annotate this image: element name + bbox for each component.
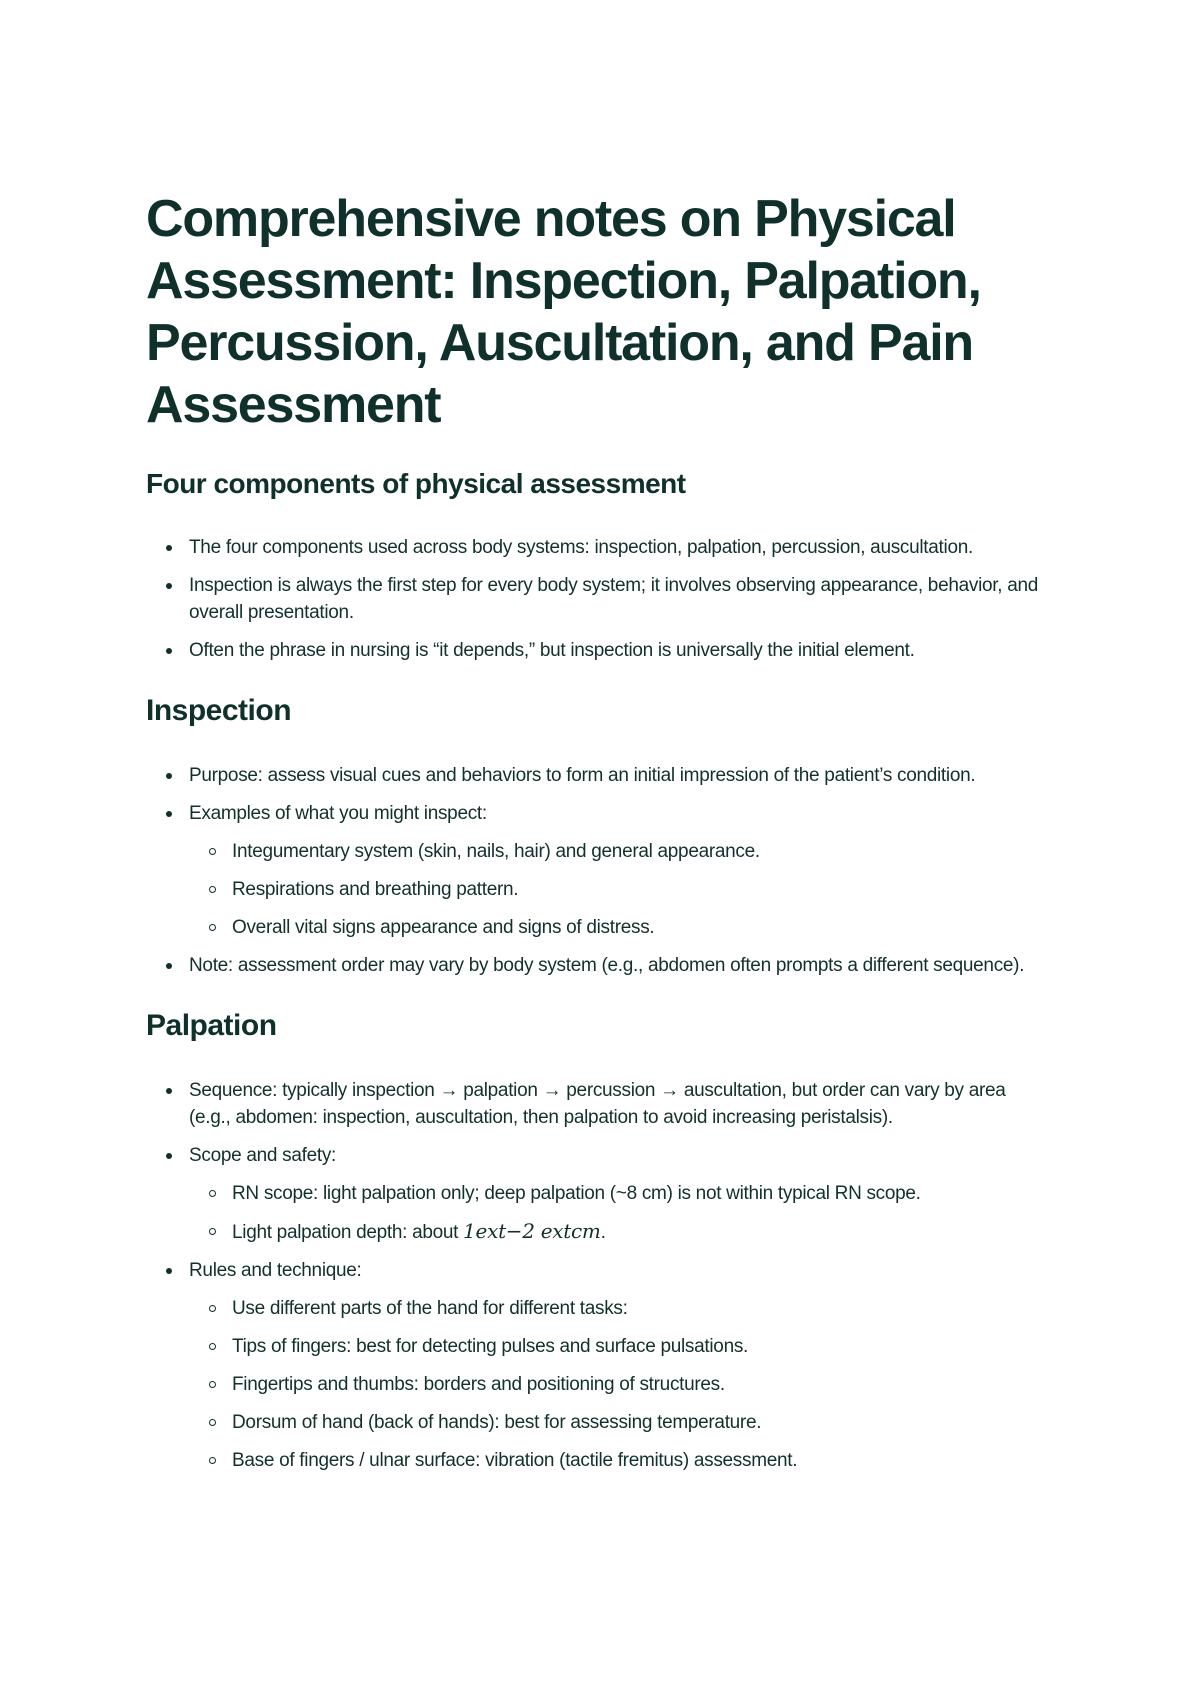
sub-list-item: Integumentary system (skin, nails, hair) and general appearance.	[189, 838, 1046, 865]
list-item: Note: assessment order may vary by body system (e.g., abdomen often prompts a different sequence).	[146, 952, 1046, 979]
document-title: Comprehensive notes on Physical Assessment: Inspection, Palpation, Percussion, Auscultation, and Pain Assessment	[146, 190, 981, 434]
sub-list-item: Fingertips and thumbs: borders and positioning of structures.	[189, 1371, 1046, 1398]
list-item	[146, 1142, 1046, 1246]
list-item: Inspection is always the first step for every body system; it involves observing appearance, behavior, and overall presentation.	[146, 572, 1046, 626]
sub-list-item: Tips of fingers: best for detecting pulses and surface pulsations.	[189, 1333, 1046, 1360]
list-item	[146, 800, 1046, 941]
math-expression: 1ext−2 extcm	[463, 1219, 601, 1243]
sub-list-item: Overall vital signs appearance and signs of distress.	[189, 914, 1046, 941]
sub-list-item: Dorsum of hand (back of hands): best for assessing temperature.	[189, 1409, 1046, 1436]
list-item-label: Scope and safety:	[189, 1145, 337, 1166]
components-list	[146, 534, 1046, 664]
sub-list-item-math	[189, 1218, 1046, 1246]
list-item	[146, 1257, 1046, 1474]
math-prefix: Light palpation depth: about	[232, 1222, 464, 1243]
section-heading-components: Four components of physical assessment	[146, 468, 686, 499]
scope-safety-list	[189, 1180, 1046, 1246]
palpation-list	[146, 1077, 1046, 1474]
sub-list-item: RN scope: light palpation only; deep palpation (~8 cm) is not within typical RN scope.	[189, 1180, 1046, 1207]
inspect-examples-list	[189, 838, 1046, 941]
document-page	[146, 188, 1046, 1474]
list-item: Often the phrase in nursing is “it depends,” but inspection is universally the initial element.	[146, 637, 1046, 664]
list-item: Sequence: typically inspection → palpation → percussion → auscultation, but order can vary by area (e.g., abdomen: inspection, auscultation, then palpation to avoid increasing peristalsis).	[146, 1077, 1046, 1131]
sub-list-item: Use different parts of the hand for different tasks:	[189, 1295, 1046, 1322]
sub-list-item: Base of fingers / ulnar surface: vibration (tactile fremitus) assessment.	[189, 1447, 1046, 1474]
list-item-label: Examples of what you might inspect:	[189, 803, 487, 824]
technique-list	[189, 1295, 1046, 1474]
list-item-label: Rules and technique:	[189, 1260, 362, 1281]
sub-list-item: Respirations and breathing pattern.	[189, 876, 1046, 903]
section-heading-palpation: Palpation	[146, 1009, 277, 1042]
math-suffix: .	[600, 1222, 606, 1243]
inspection-list	[146, 762, 1046, 979]
list-item: The four components used across body systems: inspection, palpation, percussion, auscultation.	[146, 534, 1046, 561]
list-item: Purpose: assess visual cues and behaviors to form an initial impression of the patient’s condition.	[146, 762, 1046, 789]
section-heading-inspection: Inspection	[146, 694, 292, 727]
